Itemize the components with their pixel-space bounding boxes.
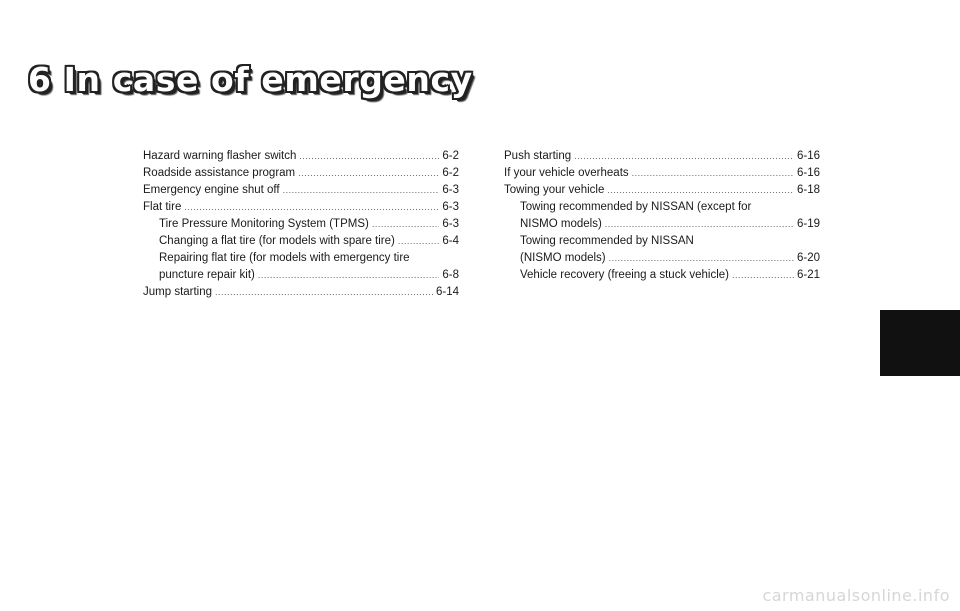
toc-left-column — [143, 148, 459, 301]
toc-entry-title: Jump starting — [143, 286, 213, 298]
dot-leader — [298, 165, 439, 182]
toc-page-number: 6-4 — [442, 235, 459, 247]
toc-entry-title: puncture repair kit) — [159, 269, 255, 281]
dot-leader — [574, 148, 794, 165]
toc-entry-title: Flat tire — [143, 201, 182, 213]
toc-entry-title: Roadside assistance program — [143, 167, 296, 179]
toc-entry-line: Repairing flat tire (for models with emergency tire — [159, 252, 410, 264]
toc-subentry[interactable] — [504, 250, 820, 267]
dot-leader — [299, 148, 439, 165]
toc-subentry[interactable] — [504, 216, 820, 233]
toc-page-number: 6-2 — [442, 167, 459, 179]
dot-leader — [184, 199, 439, 216]
toc-subentry[interactable] — [143, 233, 459, 250]
toc-entry-title: Push starting — [504, 150, 572, 162]
toc-entry[interactable] — [143, 165, 459, 182]
chapter-tab-marker — [880, 310, 960, 376]
toc-entry-title: Hazard warning flasher switch — [143, 150, 297, 162]
toc-entry-title: If your vehicle overheats — [504, 167, 629, 179]
toc-entry-title: Towing your vehicle — [504, 184, 605, 196]
dot-leader — [609, 250, 794, 267]
toc-entry-line: Towing recommended by NISSAN — [520, 235, 694, 247]
toc-subentry[interactable] — [143, 267, 459, 284]
toc-page-number: 6-3 — [442, 201, 459, 213]
toc-entry[interactable] — [143, 148, 459, 165]
toc-entry-line: Towing recommended by NISSAN (except for — [520, 201, 752, 213]
dot-leader — [732, 267, 794, 284]
toc-page-number: 6-14 — [435, 286, 459, 298]
dot-leader — [258, 267, 440, 284]
toc-subentry[interactable] — [143, 216, 459, 233]
toc-page-number: 6-8 — [442, 269, 459, 281]
toc-entry-title: NISMO models) — [520, 218, 602, 230]
dot-leader — [283, 182, 440, 199]
toc-page-number: 6-3 — [442, 184, 459, 196]
dot-leader — [607, 182, 794, 199]
dot-leader — [605, 216, 794, 233]
toc-page-number: 6-3 — [442, 218, 459, 230]
toc-subentry[interactable] — [504, 267, 820, 284]
toc-entry[interactable] — [504, 148, 820, 165]
toc-page-number: 6-2 — [442, 150, 459, 162]
toc-entry-title: (NISMO models) — [520, 252, 606, 264]
toc-page-number: 6-18 — [796, 184, 820, 196]
toc-entry-title: Changing a flat tire (for models with spare tire) — [159, 235, 395, 247]
dot-leader — [632, 165, 794, 182]
toc-right-column — [504, 148, 820, 284]
dot-leader — [372, 216, 440, 233]
toc-page-number: 6-20 — [796, 252, 820, 264]
page-title: 6 In case of emergency — [28, 60, 473, 100]
dot-leader — [398, 233, 440, 250]
toc-page-number: 6-16 — [796, 167, 820, 179]
toc-entry-title: Tire Pressure Monitoring System (TPMS) — [159, 218, 369, 230]
toc-entry[interactable] — [143, 199, 459, 216]
toc-entry-title: Vehicle recovery (freeing a stuck vehicle) — [520, 269, 730, 281]
toc-entry[interactable] — [504, 165, 820, 182]
toc-entry[interactable] — [143, 182, 459, 199]
toc-entry-title: Emergency engine shut off — [143, 184, 280, 196]
dot-leader — [215, 284, 433, 301]
watermark: carmanualsonline.info — [762, 586, 950, 605]
toc-entry[interactable] — [504, 182, 820, 199]
toc-page-number: 6-19 — [796, 218, 820, 230]
toc-page-number: 6-16 — [796, 150, 820, 162]
toc-page-number: 6-21 — [796, 269, 820, 281]
toc-entry[interactable] — [143, 284, 459, 301]
